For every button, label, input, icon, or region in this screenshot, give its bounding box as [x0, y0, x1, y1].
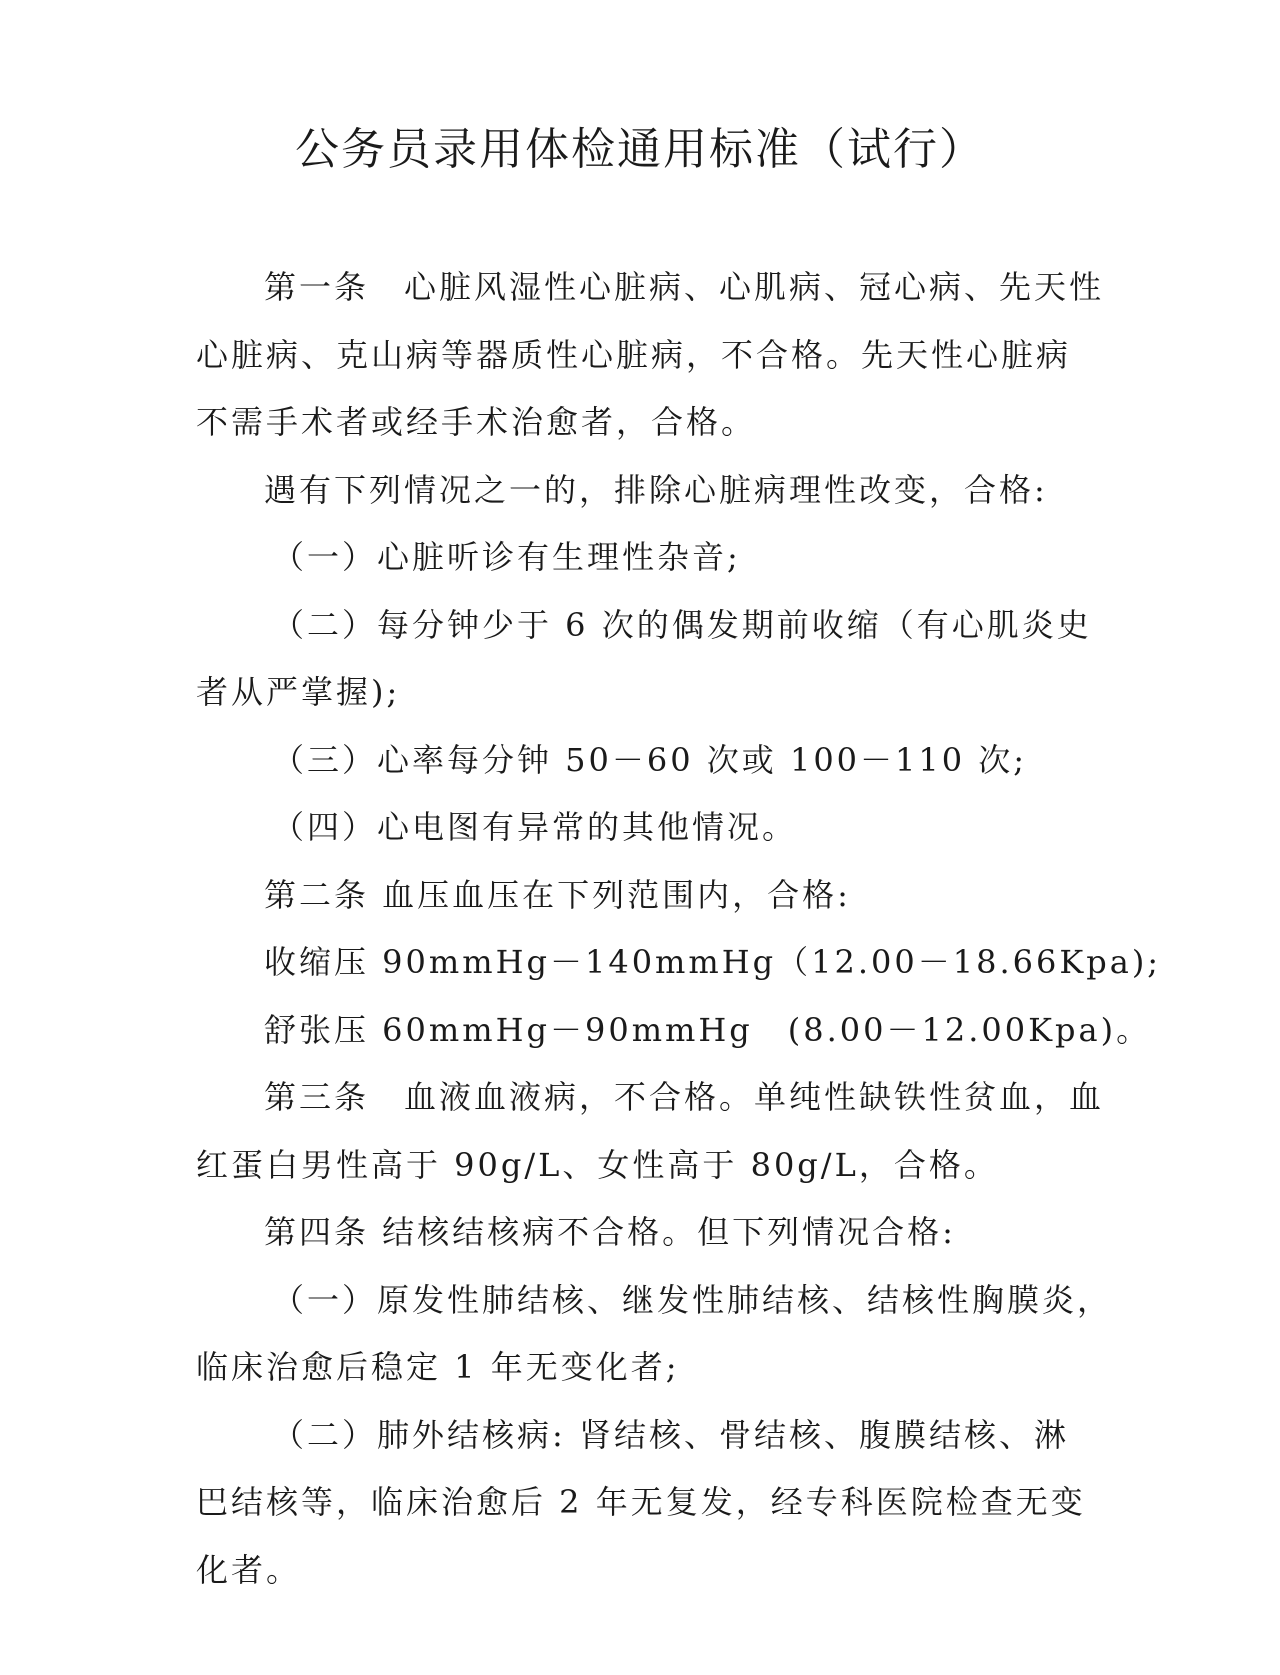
article-1-line-2: 心脏病、克山病等器质性心脏病，不合格。先天性心脏病	[196, 335, 1072, 374]
article-1-line-1: 第一条 心脏风湿性心脏病、心肌病、冠心病、先天性	[264, 268, 1105, 306]
article-4-item-2-end: 化者。	[196, 1550, 302, 1589]
article-4-item-1-cont: 临床治愈后稳定 1 年无变化者;	[196, 1348, 680, 1386]
article-3-line-1: 第三条 血液血液病，不合格。单纯性缺铁性贫血，血	[264, 1078, 1105, 1116]
article-3-line-2: 红蛋白男性高于 90g/L、女性高于 80g/L，合格。	[196, 1145, 999, 1184]
article-1-item-3: （三）心率每分钟 50－60 次或 100－110 次;	[272, 740, 1028, 779]
page-title: 公务员录用体检通用标准（试行）	[295, 124, 985, 175]
article-4-item-2-cont: 巴结核等，临床治愈后 2 年无复发，经专科医院检查无变	[196, 1483, 1086, 1521]
article-2-systolic: 收缩压 90mmHg－140mmHg（12.00－18.66Kpa);	[264, 943, 1162, 981]
document-body	[196, 254, 1162, 1604]
article-1-item-1: （一）心脏听诊有生理性杂音;	[272, 538, 741, 576]
article-2-heading: 第二条 血压血压在下列范围内，合格:	[264, 875, 851, 914]
article-4-item-1: （一）原发性肺结核、继发性肺结核、结核性胸膜炎，	[272, 1280, 1113, 1319]
article-1-item-2: （二）每分钟少于 6 次的偶发期前收缩（有心肌炎史	[272, 605, 1092, 644]
article-4-item-2: （二）肺外结核病: 肾结核、骨结核、腹膜结核、淋	[272, 1415, 1069, 1454]
article-1-line-3: 不需手术者或经手术治愈者，合格。	[196, 403, 757, 441]
article-4-heading: 第四条 结核结核病不合格。但下列情况合格:	[264, 1213, 956, 1251]
article-1-item-2-cont: 者从严掌握);	[196, 673, 401, 711]
article-2-diastolic: 舒张压 60mmHg－90mmHg (8.00－12.00Kpa)。	[264, 1010, 1152, 1049]
article-1-item-4: （四）心电图有异常的其他情况。	[272, 808, 798, 846]
article-1-exceptions-intro: 遇有下列情况之一的，排除心脏病理性改变，合格:	[264, 470, 1048, 509]
